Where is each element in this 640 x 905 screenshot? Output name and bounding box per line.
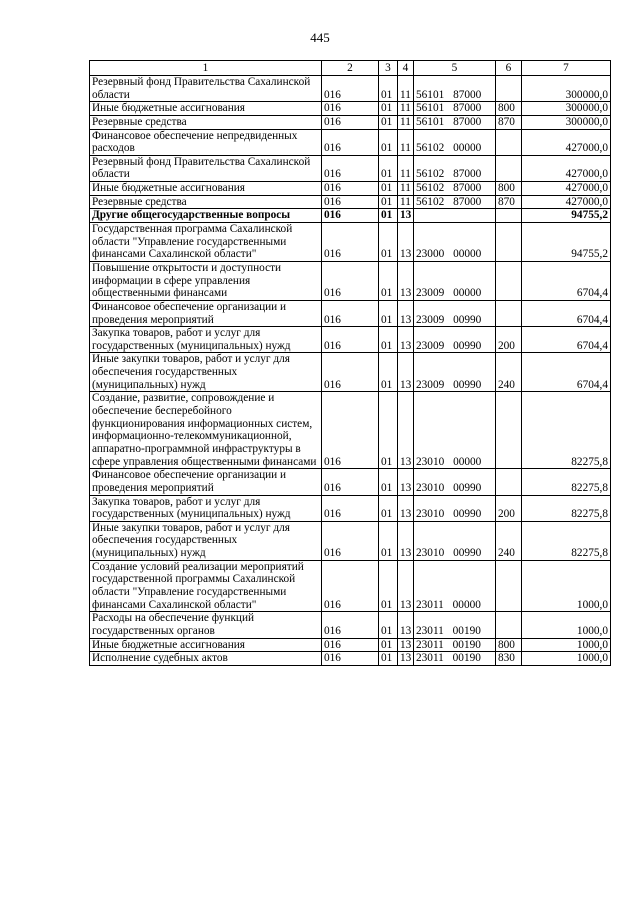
- row-subsection-code: 13: [398, 261, 414, 300]
- row-expense-type-code: [496, 469, 522, 495]
- column-header-6: 6: [496, 61, 522, 76]
- row-target-code: 23011 00190: [414, 612, 496, 638]
- row-name: Резервные средства: [90, 115, 322, 129]
- row-name: Повышение открытости и доступности информации в сфере управления общественными финансами: [90, 261, 322, 300]
- table-row: [90, 102, 611, 116]
- row-amount: 82275,8: [522, 521, 611, 560]
- table-row: [90, 300, 611, 326]
- table-header-row: [90, 61, 611, 76]
- row-subsection-code: 13: [398, 223, 414, 262]
- row-amount: 427000,0: [522, 195, 611, 209]
- row-name: Государственная программа Сахалинской области "Управление государственными финансами Сахалинской области": [90, 223, 322, 262]
- row-expense-type-code: [496, 129, 522, 155]
- row-amount: 6704,4: [522, 353, 611, 392]
- row-amount: 427000,0: [522, 155, 611, 181]
- row-section-code: 01: [379, 327, 398, 353]
- row-section-code: 01: [379, 560, 398, 612]
- row-amount: 1000,0: [522, 612, 611, 638]
- row-name: Закупка товаров, работ и услуг для государственных (муниципальных) нужд: [90, 327, 322, 353]
- table-row: [90, 182, 611, 196]
- table-row: [90, 195, 611, 209]
- table-row: [90, 638, 611, 652]
- row-subsection-code: 13: [398, 521, 414, 560]
- row-expense-type-code: 830: [496, 652, 522, 666]
- row-name: Закупка товаров, работ и услуг для государственных (муниципальных) нужд: [90, 495, 322, 521]
- row-target-code: 56101 87000: [414, 115, 496, 129]
- row-section-code: 01: [379, 638, 398, 652]
- row-section-code: 01: [379, 102, 398, 116]
- row-name: Создание условий реализации мероприятий государственной программы Сахалинской области "Управление государственными финансами Сахалинской области": [90, 560, 322, 612]
- row-ministry-code: 016: [322, 115, 379, 129]
- row-subsection-code: 11: [398, 195, 414, 209]
- column-header-1: 1: [90, 61, 322, 76]
- row-name: Иные бюджетные ассигнования: [90, 638, 322, 652]
- row-target-code: 56101 87000: [414, 76, 496, 102]
- row-name: Расходы на обеспечение функций государственных органов: [90, 612, 322, 638]
- row-amount: 82275,8: [522, 392, 611, 469]
- row-amount: 94755,2: [522, 209, 611, 223]
- row-expense-type-code: [496, 612, 522, 638]
- row-amount: 1000,0: [522, 638, 611, 652]
- row-amount: 82275,8: [522, 495, 611, 521]
- row-subsection-code: 13: [398, 353, 414, 392]
- row-section-code: 01: [379, 182, 398, 196]
- row-ministry-code: 016: [322, 612, 379, 638]
- table-body: [90, 76, 611, 666]
- row-name: Финансовое обеспечение организации и проведения мероприятий: [90, 300, 322, 326]
- row-target-code: 56102 87000: [414, 195, 496, 209]
- table-row: [90, 223, 611, 262]
- row-target-code: 56102 00000: [414, 129, 496, 155]
- row-name: Создание, развитие, сопровождение и обеспечение бесперебойного функционирования информационных систем, информационно-телекоммуникационной, аппаратно-программной инфраструктуры в сфере управления общественными финансами: [90, 392, 322, 469]
- row-amount: 6704,4: [522, 327, 611, 353]
- row-section-code: 01: [379, 155, 398, 181]
- row-amount: 6704,4: [522, 261, 611, 300]
- row-expense-type-code: 240: [496, 353, 522, 392]
- table-row: [90, 521, 611, 560]
- table-row: [90, 392, 611, 469]
- row-subsection-code: 13: [398, 560, 414, 612]
- row-section-code: 01: [379, 209, 398, 223]
- row-section-code: 01: [379, 392, 398, 469]
- row-ministry-code: 016: [322, 638, 379, 652]
- row-expense-type-code: 870: [496, 115, 522, 129]
- table-row: [90, 469, 611, 495]
- row-name: Резервный фонд Правительства Сахалинской области: [90, 155, 322, 181]
- row-target-code: 23009 00990: [414, 353, 496, 392]
- row-subsection-code: 11: [398, 182, 414, 196]
- row-subsection-code: 11: [398, 129, 414, 155]
- row-amount: 427000,0: [522, 129, 611, 155]
- row-expense-type-code: [496, 261, 522, 300]
- table-row: [90, 560, 611, 612]
- row-target-code: 23011 00000: [414, 560, 496, 612]
- row-section-code: 01: [379, 261, 398, 300]
- row-ministry-code: 016: [322, 652, 379, 666]
- row-amount: 300000,0: [522, 115, 611, 129]
- row-subsection-code: 13: [398, 392, 414, 469]
- row-expense-type-code: [496, 392, 522, 469]
- table-row: [90, 129, 611, 155]
- row-subsection-code: 13: [398, 469, 414, 495]
- table-row: [90, 652, 611, 666]
- table-row: [90, 261, 611, 300]
- row-subsection-code: 13: [398, 652, 414, 666]
- row-target-code: 23011 00190: [414, 638, 496, 652]
- row-ministry-code: 016: [322, 182, 379, 196]
- row-target-code: 56101 87000: [414, 102, 496, 116]
- row-target-code: 23010 00990: [414, 521, 496, 560]
- row-name: Резервный фонд Правительства Сахалинской области: [90, 76, 322, 102]
- row-expense-type-code: 800: [496, 182, 522, 196]
- row-section-code: 01: [379, 652, 398, 666]
- row-subsection-code: 13: [398, 638, 414, 652]
- row-ministry-code: 016: [322, 327, 379, 353]
- row-amount: 300000,0: [522, 102, 611, 116]
- row-section-code: 01: [379, 300, 398, 326]
- row-amount: 82275,8: [522, 469, 611, 495]
- row-subsection-code: 11: [398, 115, 414, 129]
- row-target-code: 23009 00990: [414, 300, 496, 326]
- row-ministry-code: 016: [322, 495, 379, 521]
- column-header-5: 5: [414, 61, 496, 76]
- row-amount: 1000,0: [522, 652, 611, 666]
- table-row: [90, 612, 611, 638]
- row-name: Резервные средства: [90, 195, 322, 209]
- page-number: 445: [310, 30, 330, 45]
- row-section-code: 01: [379, 115, 398, 129]
- row-ministry-code: 016: [322, 560, 379, 612]
- row-expense-type-code: 800: [496, 638, 522, 652]
- row-subsection-code: 13: [398, 209, 414, 223]
- row-target-code: 23010 00000: [414, 392, 496, 469]
- row-subsection-code: 11: [398, 155, 414, 181]
- row-ministry-code: 016: [322, 129, 379, 155]
- row-section-code: 01: [379, 129, 398, 155]
- row-name: Иные бюджетные ассигнования: [90, 182, 322, 196]
- row-target-code: 23010 00990: [414, 495, 496, 521]
- row-ministry-code: 016: [322, 469, 379, 495]
- row-expense-type-code: [496, 155, 522, 181]
- row-subsection-code: 11: [398, 76, 414, 102]
- row-section-code: 01: [379, 223, 398, 262]
- table-row: [90, 115, 611, 129]
- row-section-code: 01: [379, 469, 398, 495]
- table-row: [90, 209, 611, 223]
- row-expense-type-code: [496, 300, 522, 326]
- table-row: [90, 495, 611, 521]
- row-amount: 94755,2: [522, 223, 611, 262]
- row-ministry-code: 016: [322, 76, 379, 102]
- row-section-code: 01: [379, 495, 398, 521]
- row-amount: 1000,0: [522, 560, 611, 612]
- row-subsection-code: 13: [398, 495, 414, 521]
- row-target-code: 23000 00000: [414, 223, 496, 262]
- row-section-code: 01: [379, 195, 398, 209]
- row-ministry-code: 016: [322, 261, 379, 300]
- row-name: Другие общегосударственные вопросы: [90, 209, 322, 223]
- row-section-code: 01: [379, 353, 398, 392]
- row-ministry-code: 016: [322, 300, 379, 326]
- row-expense-type-code: 240: [496, 521, 522, 560]
- row-amount: 6704,4: [522, 300, 611, 326]
- row-ministry-code: 016: [322, 155, 379, 181]
- row-ministry-code: 016: [322, 223, 379, 262]
- row-target-code: 23011 00190: [414, 652, 496, 666]
- row-target-code: [414, 209, 496, 223]
- row-ministry-code: 016: [322, 521, 379, 560]
- row-target-code: 23009 00000: [414, 261, 496, 300]
- table-row: [90, 353, 611, 392]
- column-header-7: 7: [522, 61, 611, 76]
- row-name: Иные закупки товаров, работ и услуг для обеспечения государственных (муниципальных) нужд: [90, 521, 322, 560]
- row-section-code: 01: [379, 521, 398, 560]
- row-expense-type-code: [496, 223, 522, 262]
- row-name: Финансовое обеспечение непредвиденных расходов: [90, 129, 322, 155]
- row-amount: 300000,0: [522, 76, 611, 102]
- row-name: Исполнение судебных актов: [90, 652, 322, 666]
- row-name: Финансовое обеспечение организации и проведения мероприятий: [90, 469, 322, 495]
- row-ministry-code: 016: [322, 353, 379, 392]
- column-header-4: 4: [398, 61, 414, 76]
- row-subsection-code: 13: [398, 300, 414, 326]
- column-header-3: 3: [379, 61, 398, 76]
- row-subsection-code: 13: [398, 327, 414, 353]
- row-ministry-code: 016: [322, 209, 379, 223]
- row-ministry-code: 016: [322, 392, 379, 469]
- row-expense-type-code: 870: [496, 195, 522, 209]
- budget-table: [89, 60, 611, 666]
- row-name: Иные закупки товаров, работ и услуг для обеспечения государственных (муниципальных) нужд: [90, 353, 322, 392]
- row-expense-type-code: 800: [496, 102, 522, 116]
- row-name: Иные бюджетные ассигнования: [90, 102, 322, 116]
- row-ministry-code: 016: [322, 102, 379, 116]
- row-expense-type-code: 200: [496, 495, 522, 521]
- row-target-code: 56102 87000: [414, 182, 496, 196]
- row-subsection-code: 11: [398, 102, 414, 116]
- row-target-code: 23009 00990: [414, 327, 496, 353]
- row-expense-type-code: [496, 76, 522, 102]
- row-section-code: 01: [379, 612, 398, 638]
- row-expense-type-code: [496, 209, 522, 223]
- row-target-code: 23010 00990: [414, 469, 496, 495]
- row-amount: 427000,0: [522, 182, 611, 196]
- row-subsection-code: 13: [398, 612, 414, 638]
- table-row: [90, 76, 611, 102]
- row-target-code: 56102 87000: [414, 155, 496, 181]
- row-expense-type-code: [496, 560, 522, 612]
- row-expense-type-code: 200: [496, 327, 522, 353]
- row-ministry-code: 016: [322, 195, 379, 209]
- row-section-code: 01: [379, 76, 398, 102]
- column-header-2: 2: [322, 61, 379, 76]
- table-row: [90, 327, 611, 353]
- table-row: [90, 155, 611, 181]
